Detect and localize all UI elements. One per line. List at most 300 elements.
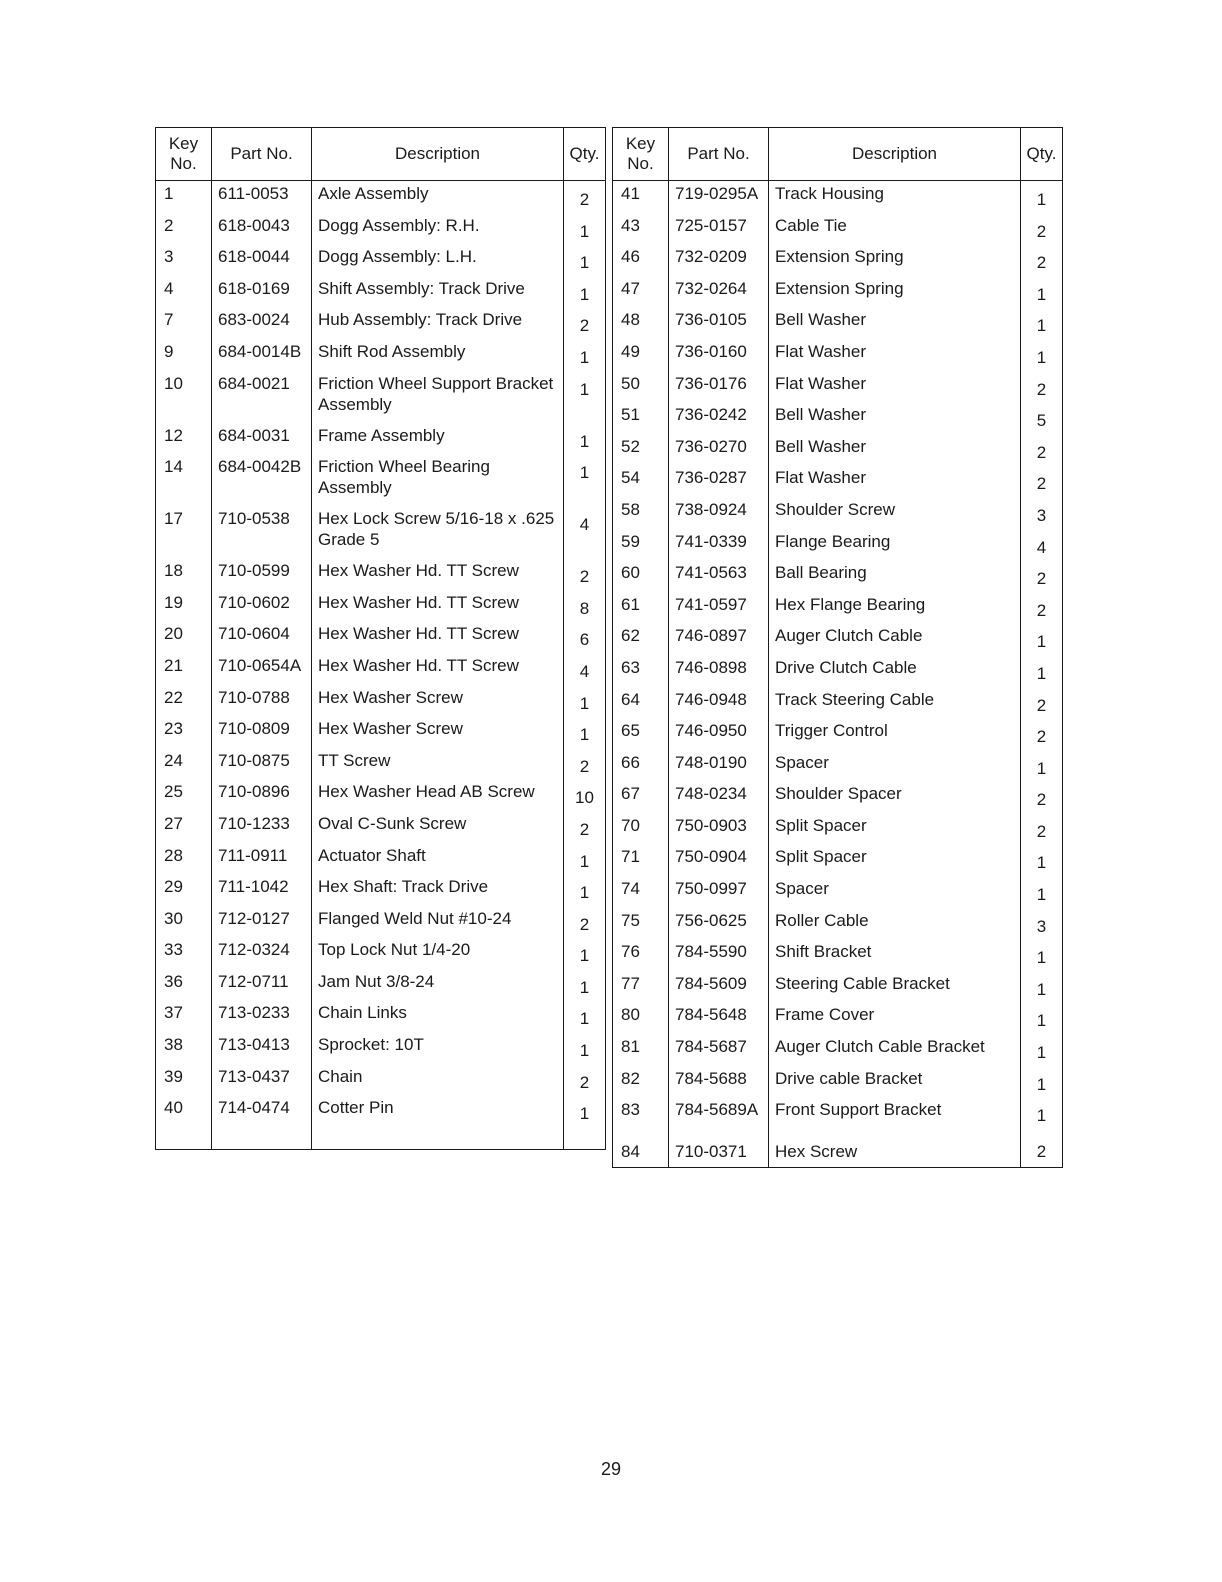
- qty-cell: 1: [564, 969, 606, 1001]
- key-no-cell: 81: [613, 1034, 669, 1066]
- part-no-cell: 784-5648: [669, 1002, 769, 1034]
- table-row: [156, 454, 606, 506]
- table-row: [613, 244, 1063, 276]
- qty-cell: 1: [564, 454, 606, 506]
- part-no-cell: 719-0295A: [669, 181, 769, 213]
- part-no-cell: 750-0997: [669, 876, 769, 908]
- key-no-cell: 7: [156, 307, 212, 339]
- key-no-cell: 49: [613, 339, 669, 371]
- qty-cell: 1: [1021, 1034, 1063, 1066]
- key-no-cell: 54: [613, 465, 669, 497]
- description-cell: Roller Cable: [769, 908, 1021, 940]
- description-cell: Shift Assembly: Track Drive: [312, 276, 564, 308]
- table-row: [156, 339, 606, 371]
- table-row: [156, 371, 606, 423]
- key-no-cell: 3: [156, 244, 212, 276]
- table-row: [613, 560, 1063, 592]
- header-part-no: Part No.: [212, 128, 312, 181]
- qty-cell: 1: [1021, 181, 1063, 213]
- qty-cell: 3: [1021, 497, 1063, 529]
- table-row: [156, 423, 606, 455]
- qty-cell: 1: [564, 1095, 606, 1127]
- key-no-cell: 17: [156, 506, 212, 558]
- part-no-cell: 741-0339: [669, 529, 769, 561]
- key-no-cell: 75: [613, 908, 669, 940]
- part-no-cell: 618-0169: [212, 276, 312, 308]
- part-no-cell: 746-0898: [669, 655, 769, 687]
- description-cell: Hex Flange Bearing: [769, 592, 1021, 624]
- part-no-cell: 710-0809: [212, 716, 312, 748]
- table-row: [156, 811, 606, 843]
- table-row: [613, 371, 1063, 403]
- qty-cell: 2: [1021, 781, 1063, 813]
- table-row: [613, 529, 1063, 561]
- part-no-cell: 710-0371: [669, 1129, 769, 1168]
- part-no-cell: 712-0324: [212, 937, 312, 969]
- part-no-cell: 736-0242: [669, 402, 769, 434]
- header-qty: Qty.: [564, 128, 606, 181]
- key-no-cell: 48: [613, 307, 669, 339]
- part-no-cell: 748-0234: [669, 781, 769, 813]
- spacer-cell: [312, 1127, 564, 1150]
- description-cell: Extension Spring: [769, 244, 1021, 276]
- description-cell: Frame Assembly: [312, 423, 564, 455]
- table-row: [613, 1129, 1063, 1168]
- key-no-cell: 60: [613, 560, 669, 592]
- header-description: Description: [769, 128, 1021, 181]
- part-no-cell: 710-0604: [212, 621, 312, 653]
- qty-cell: 1: [564, 874, 606, 906]
- description-cell: Drive cable Bracket: [769, 1066, 1021, 1098]
- description-cell: Hex Lock Screw 5/16-18 x .625 Grade 5: [312, 506, 564, 558]
- description-cell: Flange Bearing: [769, 529, 1021, 561]
- qty-cell: 1: [564, 937, 606, 969]
- part-no-cell: 741-0563: [669, 560, 769, 592]
- table-row: [156, 906, 606, 938]
- part-no-cell: 784-5590: [669, 939, 769, 971]
- qty-cell: 1: [1021, 971, 1063, 1003]
- key-no-cell: 10: [156, 371, 212, 423]
- parts-table-left: [155, 127, 606, 1150]
- table-row: [156, 1032, 606, 1064]
- qty-cell: 2: [564, 906, 606, 938]
- qty-cell: 2: [564, 181, 606, 213]
- part-no-cell: 611-0053: [212, 181, 312, 213]
- key-no-cell: 80: [613, 1002, 669, 1034]
- qty-cell: 1: [1021, 750, 1063, 782]
- part-no-cell: 725-0157: [669, 213, 769, 245]
- parts-table-right: [612, 127, 1063, 1168]
- table-row: [613, 307, 1063, 339]
- table-row: [156, 590, 606, 622]
- key-no-cell: 27: [156, 811, 212, 843]
- key-no-cell: 21: [156, 653, 212, 685]
- description-cell: Friction Wheel Bearing Assembly: [312, 454, 564, 506]
- key-no-cell: 39: [156, 1064, 212, 1096]
- description-cell: Hex Washer Screw: [312, 716, 564, 748]
- qty-cell: 2: [1021, 465, 1063, 497]
- key-no-cell: 65: [613, 718, 669, 750]
- key-no-cell: 25: [156, 779, 212, 811]
- part-no-cell: 710-0875: [212, 748, 312, 780]
- table-row: [156, 181, 606, 213]
- part-no-cell: 784-5689A: [669, 1097, 769, 1129]
- key-no-cell: 82: [613, 1066, 669, 1098]
- description-cell: Hex Screw: [769, 1129, 1021, 1168]
- key-no-cell: 52: [613, 434, 669, 466]
- description-cell: Hub Assembly: Track Drive: [312, 307, 564, 339]
- part-no-cell: 711-0911: [212, 843, 312, 875]
- spacer-cell: [564, 1127, 606, 1150]
- table-row: [613, 623, 1063, 655]
- qty-cell: 2: [1021, 813, 1063, 845]
- description-cell: Spacer: [769, 876, 1021, 908]
- table-row: [613, 1097, 1063, 1129]
- part-no-cell: 684-0042B: [212, 454, 312, 506]
- qty-cell: 8: [564, 590, 606, 622]
- table-row: [156, 653, 606, 685]
- part-no-cell: 746-0948: [669, 687, 769, 719]
- part-no-cell: 713-0233: [212, 1000, 312, 1032]
- description-cell: Shift Bracket: [769, 939, 1021, 971]
- table-row: [613, 276, 1063, 308]
- qty-cell: 2: [1021, 213, 1063, 245]
- spacer-cell: [156, 1127, 212, 1150]
- table-row: [156, 621, 606, 653]
- part-no-cell: 618-0044: [212, 244, 312, 276]
- qty-cell: 1: [1021, 276, 1063, 308]
- qty-cell: 2: [1021, 687, 1063, 719]
- part-no-cell: 710-1233: [212, 811, 312, 843]
- description-cell: Extension Spring: [769, 276, 1021, 308]
- part-no-cell: 710-0599: [212, 558, 312, 590]
- header-key-no: Key No.: [156, 128, 212, 181]
- table-row: [613, 213, 1063, 245]
- key-no-cell: 61: [613, 592, 669, 624]
- part-no-cell: 736-0287: [669, 465, 769, 497]
- key-no-cell: 47: [613, 276, 669, 308]
- part-no-cell: 684-0021: [212, 371, 312, 423]
- part-no-cell: 746-0950: [669, 718, 769, 750]
- qty-cell: 1: [1021, 876, 1063, 908]
- description-cell: Drive Clutch Cable: [769, 655, 1021, 687]
- description-cell: Chain Links: [312, 1000, 564, 1032]
- key-no-cell: 51: [613, 402, 669, 434]
- qty-cell: 1: [1021, 339, 1063, 371]
- key-no-cell: 30: [156, 906, 212, 938]
- key-no-cell: 84: [613, 1129, 669, 1168]
- qty-cell: 1: [564, 716, 606, 748]
- qty-cell: 1: [564, 244, 606, 276]
- table-row: [613, 402, 1063, 434]
- key-no-cell: 2: [156, 213, 212, 245]
- qty-cell: 1: [564, 339, 606, 371]
- key-no-cell: 14: [156, 454, 212, 506]
- key-no-cell: 46: [613, 244, 669, 276]
- qty-cell: 2: [564, 748, 606, 780]
- key-no-cell: 19: [156, 590, 212, 622]
- key-no-cell: 38: [156, 1032, 212, 1064]
- part-no-cell: 713-0437: [212, 1064, 312, 1096]
- key-no-cell: 62: [613, 623, 669, 655]
- description-cell: Auger Clutch Cable: [769, 623, 1021, 655]
- description-cell: Hex Washer Head AB Screw: [312, 779, 564, 811]
- part-no-cell: 710-0538: [212, 506, 312, 558]
- part-no-cell: 712-0127: [212, 906, 312, 938]
- part-no-cell: 748-0190: [669, 750, 769, 782]
- description-cell: Ball Bearing: [769, 560, 1021, 592]
- description-cell: TT Screw: [312, 748, 564, 780]
- description-cell: Frame Cover: [769, 1002, 1021, 1034]
- table-row: [613, 655, 1063, 687]
- table-row: [613, 750, 1063, 782]
- description-cell: Track Housing: [769, 181, 1021, 213]
- table-row: [156, 685, 606, 717]
- table-row: [613, 781, 1063, 813]
- part-no-cell: 710-0602: [212, 590, 312, 622]
- description-cell: Chain: [312, 1064, 564, 1096]
- qty-cell: 1: [1021, 939, 1063, 971]
- header-description: Description: [312, 128, 564, 181]
- qty-cell: 2: [1021, 718, 1063, 750]
- key-no-cell: 18: [156, 558, 212, 590]
- table-row: [156, 213, 606, 245]
- qty-cell: 10: [564, 779, 606, 811]
- table-row: [613, 687, 1063, 719]
- qty-cell: 1: [564, 423, 606, 455]
- key-no-cell: 74: [613, 876, 669, 908]
- key-no-cell: 70: [613, 813, 669, 845]
- key-no-cell: 71: [613, 844, 669, 876]
- part-no-cell: 756-0625: [669, 908, 769, 940]
- qty-cell: 1: [1021, 1002, 1063, 1034]
- part-no-cell: 738-0924: [669, 497, 769, 529]
- description-cell: Cotter Pin: [312, 1095, 564, 1127]
- key-no-cell: 63: [613, 655, 669, 687]
- key-no-cell: 40: [156, 1095, 212, 1127]
- key-no-cell: 76: [613, 939, 669, 971]
- part-no-cell: 736-0176: [669, 371, 769, 403]
- qty-cell: 1: [1021, 1097, 1063, 1129]
- key-no-cell: 29: [156, 874, 212, 906]
- description-cell: Bell Washer: [769, 402, 1021, 434]
- qty-cell: 1: [564, 685, 606, 717]
- key-no-cell: 67: [613, 781, 669, 813]
- description-cell: Split Spacer: [769, 813, 1021, 845]
- description-cell: Trigger Control: [769, 718, 1021, 750]
- part-no-cell: 713-0413: [212, 1032, 312, 1064]
- qty-cell: 4: [564, 506, 606, 558]
- table-row: [156, 506, 606, 558]
- part-no-cell: 684-0031: [212, 423, 312, 455]
- table-body-left: [156, 181, 606, 1150]
- description-cell: Hex Washer Hd. TT Screw: [312, 590, 564, 622]
- qty-cell: 5: [1021, 402, 1063, 434]
- header-qty: Qty.: [1021, 128, 1063, 181]
- qty-cell: 1: [564, 1032, 606, 1064]
- key-no-cell: 4: [156, 276, 212, 308]
- table-row: [156, 716, 606, 748]
- key-no-cell: 20: [156, 621, 212, 653]
- description-cell: Front Support Bracket: [769, 1097, 1021, 1129]
- description-cell: Flat Washer: [769, 465, 1021, 497]
- description-cell: Bell Washer: [769, 307, 1021, 339]
- key-no-cell: 22: [156, 685, 212, 717]
- key-no-cell: 64: [613, 687, 669, 719]
- description-cell: Hex Washer Hd. TT Screw: [312, 653, 564, 685]
- qty-cell: 2: [1021, 560, 1063, 592]
- qty-cell: 3: [1021, 908, 1063, 940]
- description-cell: Cable Tie: [769, 213, 1021, 245]
- key-no-cell: 24: [156, 748, 212, 780]
- description-cell: Dogg Assembly: R.H.: [312, 213, 564, 245]
- key-no-cell: 1: [156, 181, 212, 213]
- part-no-cell: 683-0024: [212, 307, 312, 339]
- key-no-cell: 23: [156, 716, 212, 748]
- part-no-cell: 710-0896: [212, 779, 312, 811]
- table-row: [613, 1066, 1063, 1098]
- table-row: [156, 779, 606, 811]
- table-row: [613, 813, 1063, 845]
- table-row: [613, 1002, 1063, 1034]
- part-no-cell: 732-0264: [669, 276, 769, 308]
- description-cell: Sprocket: 10T: [312, 1032, 564, 1064]
- table-row: [613, 592, 1063, 624]
- description-cell: Hex Washer Hd. TT Screw: [312, 558, 564, 590]
- table-row: [156, 244, 606, 276]
- table-row: [613, 339, 1063, 371]
- table-row: [156, 874, 606, 906]
- description-cell: Friction Wheel Support Bracket Assembly: [312, 371, 564, 423]
- description-cell: Axle Assembly: [312, 181, 564, 213]
- description-cell: Hex Washer Hd. TT Screw: [312, 621, 564, 653]
- key-no-cell: 77: [613, 971, 669, 1003]
- description-cell: Oval C-Sunk Screw: [312, 811, 564, 843]
- table-row: [156, 1095, 606, 1127]
- table-row: [613, 939, 1063, 971]
- table-row: [156, 937, 606, 969]
- table-row: [156, 1064, 606, 1096]
- table-row: [613, 971, 1063, 1003]
- table-row: [613, 908, 1063, 940]
- part-no-cell: 736-0105: [669, 307, 769, 339]
- table-header-row: [156, 128, 606, 181]
- qty-cell: 1: [1021, 655, 1063, 687]
- description-cell: Bell Washer: [769, 434, 1021, 466]
- description-cell: Auger Clutch Cable Bracket: [769, 1034, 1021, 1066]
- part-no-cell: 750-0904: [669, 844, 769, 876]
- spacer-cell: [212, 1127, 312, 1150]
- qty-cell: 2: [564, 307, 606, 339]
- description-cell: Shoulder Spacer: [769, 781, 1021, 813]
- description-cell: Flanged Weld Nut #10-24: [312, 906, 564, 938]
- description-cell: Track Steering Cable: [769, 687, 1021, 719]
- description-cell: Split Spacer: [769, 844, 1021, 876]
- description-cell: Hex Washer Screw: [312, 685, 564, 717]
- description-cell: Steering Cable Bracket: [769, 971, 1021, 1003]
- qty-cell: 4: [1021, 529, 1063, 561]
- description-cell: Jam Nut 3/8-24: [312, 969, 564, 1001]
- qty-cell: 2: [1021, 244, 1063, 276]
- qty-cell: 2: [1021, 592, 1063, 624]
- key-no-cell: 59: [613, 529, 669, 561]
- part-no-cell: 784-5609: [669, 971, 769, 1003]
- key-no-cell: 50: [613, 371, 669, 403]
- description-cell: Top Lock Nut 1/4-20: [312, 937, 564, 969]
- key-no-cell: 28: [156, 843, 212, 875]
- part-no-cell: 732-0209: [669, 244, 769, 276]
- qty-cell: 1: [1021, 623, 1063, 655]
- table-row: [613, 876, 1063, 908]
- header-key-no: Key No.: [613, 128, 669, 181]
- part-no-cell: 741-0597: [669, 592, 769, 624]
- key-no-cell: 33: [156, 937, 212, 969]
- key-no-cell: 36: [156, 969, 212, 1001]
- part-no-cell: 618-0043: [212, 213, 312, 245]
- key-no-cell: 43: [613, 213, 669, 245]
- description-cell: Spacer: [769, 750, 1021, 782]
- table-row: [613, 718, 1063, 750]
- table-body-right: [613, 181, 1063, 1168]
- part-no-cell: 710-0788: [212, 685, 312, 717]
- qty-cell: 1: [1021, 844, 1063, 876]
- qty-cell: 1: [1021, 307, 1063, 339]
- qty-cell: 1: [564, 843, 606, 875]
- table-row: [156, 307, 606, 339]
- qty-cell: 2: [564, 811, 606, 843]
- table-spacer-row: [156, 1127, 606, 1150]
- table-row: [156, 748, 606, 780]
- key-no-cell: 41: [613, 181, 669, 213]
- part-no-cell: 711-1042: [212, 874, 312, 906]
- part-no-cell: 684-0014B: [212, 339, 312, 371]
- part-no-cell: 784-5687: [669, 1034, 769, 1066]
- qty-cell: 1: [564, 1000, 606, 1032]
- page-number: 29: [600, 1459, 622, 1479]
- key-no-cell: 58: [613, 497, 669, 529]
- key-no-cell: 12: [156, 423, 212, 455]
- part-no-cell: 736-0160: [669, 339, 769, 371]
- description-cell: Flat Washer: [769, 339, 1021, 371]
- qty-cell: 1: [564, 371, 606, 423]
- description-cell: Shift Rod Assembly: [312, 339, 564, 371]
- description-cell: Flat Washer: [769, 371, 1021, 403]
- table-row: [613, 497, 1063, 529]
- table-row: [613, 181, 1063, 213]
- description-cell: Dogg Assembly: L.H.: [312, 244, 564, 276]
- key-no-cell: 9: [156, 339, 212, 371]
- qty-cell: 1: [564, 213, 606, 245]
- qty-cell: 6: [564, 621, 606, 653]
- table-header-row: [613, 128, 1063, 181]
- qty-cell: 1: [564, 276, 606, 308]
- key-no-cell: 83: [613, 1097, 669, 1129]
- key-no-cell: 37: [156, 1000, 212, 1032]
- qty-cell: 4: [564, 653, 606, 685]
- part-no-cell: 750-0903: [669, 813, 769, 845]
- description-cell: Shoulder Screw: [769, 497, 1021, 529]
- table-row: [156, 276, 606, 308]
- table-row: [613, 434, 1063, 466]
- table-row: [156, 558, 606, 590]
- qty-cell: 2: [1021, 1129, 1063, 1168]
- part-no-cell: 710-0654A: [212, 653, 312, 685]
- part-no-cell: 746-0897: [669, 623, 769, 655]
- header-part-no: Part No.: [669, 128, 769, 181]
- table-row: [156, 843, 606, 875]
- table-row: [156, 969, 606, 1001]
- qty-cell: 2: [1021, 371, 1063, 403]
